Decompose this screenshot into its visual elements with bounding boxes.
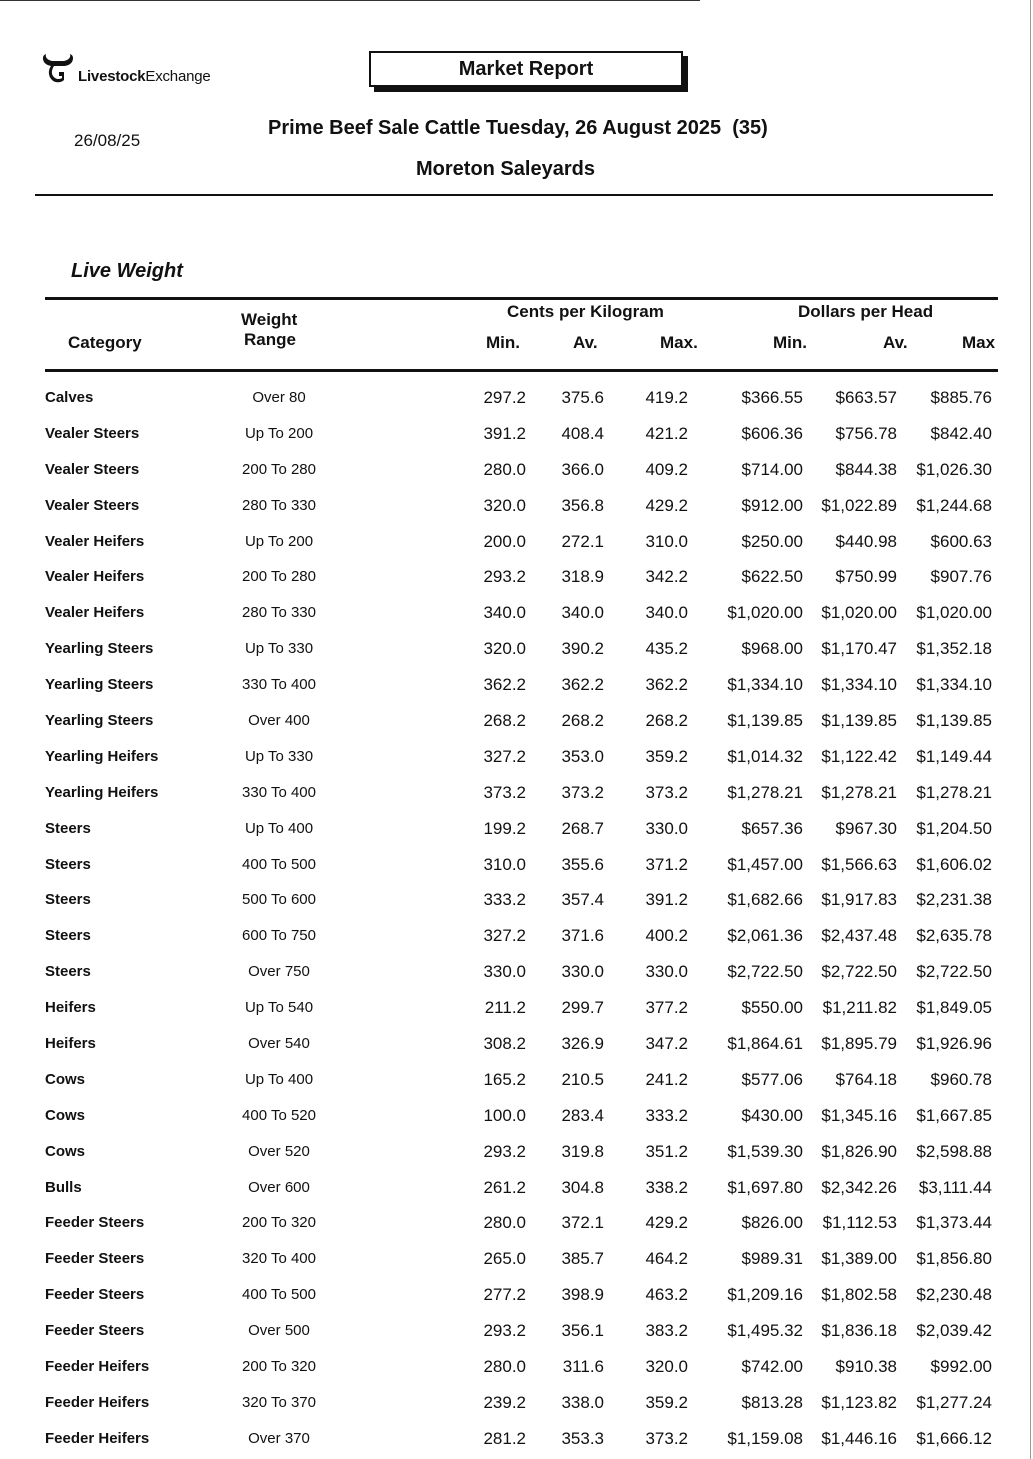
dollars-min-cell: $1,495.32 [727, 1321, 803, 1341]
dollars-max-cell: $1,026.30 [916, 459, 992, 479]
cents-min-cell: 261.2 [483, 1177, 526, 1197]
dollars-min-cell: $366.55 [741, 388, 803, 407]
table-row [0, 918, 1033, 954]
cents-min-cell: 327.2 [483, 926, 526, 946]
dollars-av-cell: $1,139.85 [821, 711, 897, 731]
dollars-av-cell: $844.38 [835, 459, 897, 479]
dollars-min-cell: $813.28 [741, 1392, 803, 1412]
dollars-min-cell: $1,139.85 [727, 711, 803, 731]
weight-range-cell: 330 To 400 [242, 783, 316, 801]
cents-av-cell: 355.6 [561, 854, 604, 874]
weight-range-cell: 200 To 280 [242, 460, 316, 478]
dollars-av-cell: $1,917.83 [821, 890, 897, 910]
cents-min-cell: 327.2 [483, 746, 526, 766]
table-row [0, 524, 1033, 560]
cents-av-cell: 311.6 [562, 1357, 604, 1377]
cents-max-cell: 320.0 [645, 1357, 688, 1377]
cents-av-cell: 357.4 [561, 890, 604, 910]
cents-max-cell: 241.2 [645, 1069, 688, 1089]
category-cell: Feeder Heifers [45, 1429, 150, 1447]
cents-av-cell: 330.0 [561, 962, 604, 982]
dollars-max-cell: $600.63 [930, 531, 992, 551]
dollars-av-cell: $1,895.79 [821, 1034, 897, 1054]
section-heading: Live Weight [71, 260, 183, 282]
cents-av-cell: 304.8 [561, 1177, 604, 1197]
cents-max-cell: 373.2 [645, 782, 688, 802]
cents-min-cell: 373.2 [483, 782, 526, 802]
logo-text [78, 69, 211, 84]
table-row [0, 775, 1033, 811]
cents-max-cell: 429.2 [645, 495, 688, 515]
cents-max-cell: 333.2 [645, 1105, 688, 1125]
weight-range-cell: Over 520 [248, 1142, 310, 1160]
cents-av-cell: 340.0 [561, 603, 604, 623]
weight-range-cell: 200 To 280 [242, 568, 316, 586]
cents-av-cell: 371.6 [561, 926, 604, 946]
category-cell: Yearling Steers [45, 676, 154, 694]
cents-min-cell: 280.0 [483, 1357, 526, 1377]
cents-min-cell: 320.0 [483, 495, 526, 515]
header-divider [35, 194, 993, 196]
col-header-cents-min: Min. [486, 333, 520, 352]
dollars-av-cell: $2,342.26 [821, 1177, 897, 1197]
dollars-av-cell: $1,566.63 [821, 854, 897, 874]
cents-min-cell: 199.2 [483, 818, 526, 838]
table-row [0, 559, 1033, 595]
cents-min-cell: 362.2 [483, 675, 526, 695]
weight-range-cell: Over 600 [248, 1178, 310, 1196]
weight-range-cell: 500 To 600 [242, 891, 316, 909]
table-row [0, 990, 1033, 1026]
weight-range-cell: 600 To 750 [242, 927, 316, 945]
dollars-max-cell: $1,352.18 [916, 639, 992, 659]
dollars-av-cell: $967.30 [835, 818, 897, 838]
dollars-min-cell: $657.36 [741, 818, 803, 838]
category-cell: Steers [45, 819, 91, 837]
dollars-av-cell: $750.99 [835, 567, 897, 587]
cents-av-cell: 375.6 [561, 388, 604, 407]
cents-av-cell: 210.5 [561, 1069, 604, 1089]
weight-range-cell: 280 To 330 [242, 604, 316, 622]
cents-av-cell: 353.3 [561, 1428, 604, 1448]
dollars-min-cell: $1,020.00 [727, 603, 803, 623]
dollars-max-cell: $1,373.44 [916, 1213, 992, 1233]
cents-max-cell: 464.2 [645, 1249, 688, 1269]
cents-av-cell: 318.9 [561, 567, 604, 587]
col-header-cents-max: Max. [660, 333, 698, 352]
cents-min-cell: 340.0 [483, 603, 526, 623]
category-cell: Steers [45, 927, 91, 945]
dollars-min-cell: $1,278.21 [727, 782, 803, 802]
weight-range-cell: Over 500 [248, 1322, 310, 1340]
weight-range-cell: 200 To 320 [242, 1214, 316, 1232]
cents-max-cell: 359.2 [645, 1392, 688, 1412]
category-cell: Steers [45, 891, 91, 909]
cents-min-cell: 293.2 [483, 1321, 526, 1341]
dollars-max-cell: $2,230.48 [916, 1285, 992, 1305]
dollars-max-cell: $907.76 [930, 567, 992, 587]
cents-min-cell: 280.0 [483, 459, 526, 479]
weight-range-cell: 400 To 500 [242, 1286, 316, 1304]
dollars-av-cell: $2,437.48 [821, 926, 897, 946]
col-header-cents-av: Av. [573, 333, 598, 352]
dollars-max-cell: $3,111.44 [918, 1177, 992, 1197]
cents-min-cell: 330.0 [483, 962, 526, 982]
dollars-av-cell: $663.57 [835, 388, 897, 407]
table-row [0, 847, 1033, 883]
cents-min-cell: 308.2 [483, 1034, 526, 1054]
dollars-max-cell: $1,244.68 [916, 495, 992, 515]
category-cell: Calves [45, 389, 94, 406]
category-cell: Vealer Heifers [45, 568, 145, 586]
cents-av-cell: 268.2 [561, 711, 604, 731]
col-header-category: Category [68, 333, 142, 352]
dollars-min-cell: $1,864.61 [727, 1034, 803, 1054]
cents-max-cell: 268.2 [645, 711, 688, 731]
weight-range-cell: Up To 400 [244, 819, 314, 837]
category-cell: Heifers [45, 999, 96, 1017]
dollars-min-cell: $2,061.36 [727, 926, 803, 946]
cents-av-cell: 272.1 [561, 531, 604, 551]
cents-av-cell: 408.4 [561, 423, 604, 443]
weight-range-cell: Up To 200 [244, 424, 314, 442]
col-group-cents-per-kg: Cents per Kilogram [507, 302, 664, 321]
price-table-body [0, 380, 1033, 1457]
col-header-dollars-max: Max [962, 333, 996, 352]
dollars-min-cell: $1,457.00 [727, 854, 803, 874]
dollars-max-cell: $842.40 [930, 423, 992, 443]
table-row [0, 1098, 1033, 1134]
sale-title: Prime Beef Sale Cattle Tuesday, 26 August 2025 (35) [268, 117, 768, 139]
weight-range-cell: Over 370 [248, 1429, 310, 1447]
col-group-dollars-per-head: Dollars per Head [798, 302, 934, 321]
cents-max-cell: 400.2 [645, 926, 688, 946]
weight-range-cell: 400 To 500 [242, 855, 316, 873]
dollars-min-cell: $742.00 [741, 1357, 803, 1377]
table-row [0, 954, 1033, 990]
dollars-min-cell: $1,682.66 [727, 890, 803, 910]
dollars-av-cell: $910.38 [835, 1357, 897, 1377]
dollars-av-cell: $1,020.00 [821, 603, 897, 623]
cents-av-cell: 353.0 [561, 746, 604, 766]
dollars-min-cell: $1,209.16 [727, 1285, 803, 1305]
cents-min-cell: 165.2 [483, 1069, 526, 1089]
dollars-max-cell: $2,231.38 [916, 890, 992, 910]
cents-av-cell: 319.8 [561, 1141, 604, 1161]
table-row [0, 1241, 1033, 1277]
scan-edge-top [0, 0, 700, 1]
weight-range-cell: 320 To 400 [242, 1250, 316, 1268]
dollars-av-cell: $756.78 [835, 423, 897, 443]
table-row [0, 882, 1033, 918]
table-row [0, 1062, 1033, 1098]
logo-brand-bold: Livestock [78, 68, 146, 85]
col-header-range: Range [244, 330, 296, 349]
cents-min-cell: 280.0 [483, 1213, 526, 1233]
dollars-min-cell: $1,014.32 [727, 746, 803, 766]
dollars-min-cell: $430.00 [741, 1105, 803, 1125]
category-cell: Vealer Heifers [45, 532, 145, 550]
dollars-max-cell: $1,277.24 [916, 1392, 992, 1412]
cents-av-cell: 390.2 [561, 639, 604, 659]
cents-min-cell: 281.2 [483, 1428, 526, 1448]
cents-min-cell: 293.2 [483, 567, 526, 587]
dollars-max-cell: $1,926.96 [916, 1034, 992, 1054]
weight-range-cell: Up To 200 [244, 532, 314, 550]
table-row [0, 1170, 1033, 1206]
cents-min-cell: 268.2 [483, 711, 526, 731]
dollars-max-cell: $1,149.44 [916, 746, 992, 766]
cents-av-cell: 356.8 [561, 495, 604, 515]
weight-range-cell: Over 80 [252, 389, 306, 406]
livestock-exchange-logo [40, 52, 211, 86]
table-row [0, 739, 1033, 775]
cents-min-cell: 310.0 [483, 854, 526, 874]
weight-range-cell: Over 400 [248, 712, 310, 730]
table-row [0, 595, 1033, 631]
weight-range-cell: 200 To 320 [242, 1358, 316, 1376]
cents-min-cell: 297.2 [483, 388, 526, 407]
cents-av-cell: 268.7 [561, 818, 604, 838]
cents-max-cell: 429.2 [645, 1213, 688, 1233]
col-header-weight: Weight [241, 310, 298, 329]
cents-max-cell: 435.2 [645, 639, 688, 659]
category-cell: Yearling Steers [45, 640, 154, 658]
weight-range-cell: 330 To 400 [242, 676, 316, 694]
cents-max-cell: 371.2 [645, 854, 688, 874]
cents-max-cell: 347.2 [645, 1034, 688, 1054]
dollars-min-cell: $1,334.10 [727, 675, 803, 695]
dollars-max-cell: $1,020.00 [916, 603, 992, 623]
dollars-av-cell: $1,022.89 [821, 495, 897, 515]
dollars-max-cell: $960.78 [930, 1069, 992, 1089]
dollars-min-cell: $968.00 [741, 639, 803, 659]
dollars-av-cell: $1,122.42 [821, 746, 897, 766]
dollars-max-cell: $1,849.05 [916, 998, 992, 1018]
weight-range-cell: Over 750 [248, 963, 310, 981]
category-cell: Feeder Heifers [45, 1358, 150, 1376]
table-row [0, 1385, 1033, 1421]
category-cell: Vealer Steers [45, 424, 140, 442]
category-cell: Steers [45, 855, 91, 873]
dollars-av-cell: $1,278.21 [821, 782, 897, 802]
cents-max-cell: 419.2 [645, 388, 688, 407]
cents-min-cell: 293.2 [483, 1141, 526, 1161]
cents-min-cell: 239.2 [483, 1392, 526, 1412]
dollars-av-cell: $1,802.58 [821, 1285, 897, 1305]
dollars-max-cell: $2,635.78 [916, 926, 992, 946]
dollars-av-cell: $1,211.82 [822, 998, 897, 1018]
cents-max-cell: 330.0 [645, 818, 688, 838]
table-row [0, 703, 1033, 739]
category-cell: Bulls [45, 1178, 82, 1196]
table-header-divider [45, 369, 998, 372]
cents-min-cell: 100.0 [483, 1105, 526, 1125]
cents-av-cell: 299.7 [561, 998, 604, 1018]
dollars-min-cell: $1,697.80 [727, 1177, 803, 1197]
dollars-max-cell: $1,278.21 [916, 782, 992, 802]
category-cell: Yearling Steers [45, 712, 154, 730]
dollars-max-cell: $2,598.88 [916, 1141, 992, 1161]
cents-min-cell: 200.0 [483, 531, 526, 551]
cents-min-cell: 391.2 [483, 423, 526, 443]
dollars-min-cell: $1,159.08 [727, 1428, 803, 1448]
table-row [0, 667, 1033, 703]
bull-horns-icon [40, 52, 76, 86]
dollars-min-cell: $606.36 [741, 423, 803, 443]
cents-min-cell: 333.2 [483, 890, 526, 910]
cents-av-cell: 326.9 [561, 1034, 604, 1054]
table-row [0, 1349, 1033, 1385]
cents-min-cell: 211.2 [484, 998, 526, 1018]
table-row [0, 1134, 1033, 1170]
category-cell: Yearling Heifers [45, 747, 159, 765]
table-row [0, 811, 1033, 847]
table-row [0, 1277, 1033, 1313]
dollars-av-cell: $1,826.90 [821, 1141, 897, 1161]
dollars-max-cell: $1,606.02 [916, 854, 992, 874]
dollars-av-cell: $1,446.16 [821, 1428, 897, 1448]
cents-av-cell: 373.2 [561, 782, 604, 802]
category-cell: Feeder Heifers [45, 1393, 150, 1411]
cents-av-cell: 398.9 [561, 1285, 604, 1305]
cents-av-cell: 338.0 [561, 1392, 604, 1412]
table-row [0, 1421, 1033, 1457]
table-top-divider [45, 297, 998, 300]
cents-max-cell: 391.2 [645, 890, 688, 910]
category-cell: Heifers [45, 1035, 96, 1053]
cents-max-cell: 373.2 [645, 1428, 688, 1448]
dollars-av-cell: $1,112.53 [822, 1213, 897, 1233]
cents-max-cell: 362.2 [645, 675, 688, 695]
table-row [0, 1026, 1033, 1062]
cents-av-cell: 366.0 [561, 459, 604, 479]
category-cell: Feeder Steers [45, 1214, 145, 1232]
dollars-av-cell: $1,123.82 [821, 1392, 897, 1412]
dollars-min-cell: $912.00 [741, 495, 803, 515]
market-report-label: Market Report [369, 51, 683, 87]
dollars-min-cell: $250.00 [741, 531, 803, 551]
cents-min-cell: 265.0 [483, 1249, 526, 1269]
cents-av-cell: 372.1 [561, 1213, 604, 1233]
table-row [0, 1313, 1033, 1349]
category-cell: Vealer Heifers [45, 604, 145, 622]
dollars-av-cell: $1,334.10 [821, 675, 897, 695]
dollars-av-cell: $440.98 [835, 531, 897, 551]
cents-max-cell: 310.0 [645, 531, 688, 551]
dollars-max-cell: $885.76 [930, 388, 992, 407]
dollars-max-cell: $1,856.80 [916, 1249, 992, 1269]
dollars-min-cell: $550.00 [741, 998, 803, 1018]
category-cell: Cows [45, 1106, 86, 1124]
dollars-av-cell: $764.18 [835, 1069, 897, 1089]
dollars-min-cell: $989.31 [741, 1249, 803, 1269]
cents-max-cell: 377.2 [645, 998, 688, 1018]
weight-range-cell: Up To 400 [244, 1070, 314, 1088]
cents-av-cell: 385.7 [561, 1249, 604, 1269]
cents-max-cell: 330.0 [645, 962, 688, 982]
weight-range-cell: 400 To 520 [242, 1106, 316, 1124]
dollars-min-cell: $1,539.30 [727, 1141, 803, 1161]
category-cell: Vealer Steers [45, 460, 140, 478]
cents-min-cell: 320.0 [483, 639, 526, 659]
dollars-av-cell: $2,722.50 [821, 962, 897, 982]
category-cell: Cows [45, 1070, 86, 1088]
weight-range-cell: Over 540 [248, 1035, 310, 1053]
cents-av-cell: 283.4 [561, 1105, 604, 1125]
dollars-av-cell: $1,170.47 [821, 639, 897, 659]
saleyard-name: Moreton Saleyards [416, 158, 595, 180]
dollars-min-cell: $826.00 [741, 1213, 803, 1233]
table-row [0, 380, 1033, 416]
category-cell: Cows [45, 1142, 86, 1160]
dollars-max-cell: $1,139.85 [916, 711, 992, 731]
cents-max-cell: 383.2 [645, 1321, 688, 1341]
dollars-max-cell: $2,722.50 [916, 962, 992, 982]
cents-max-cell: 409.2 [645, 459, 688, 479]
table-row [0, 631, 1033, 667]
dollars-min-cell: $714.00 [741, 459, 803, 479]
cents-min-cell: 277.2 [483, 1285, 526, 1305]
dollars-max-cell: $1,666.12 [916, 1428, 992, 1448]
cents-max-cell: 421.2 [645, 423, 688, 443]
col-header-dollars-min: Min. [773, 333, 807, 352]
cents-max-cell: 359.2 [645, 746, 688, 766]
cents-max-cell: 338.2 [645, 1177, 688, 1197]
category-cell: Steers [45, 963, 91, 981]
dollars-max-cell: $1,667.85 [916, 1105, 992, 1125]
dollars-max-cell: $1,204.50 [916, 818, 992, 838]
category-cell: Feeder Steers [45, 1322, 145, 1340]
dollars-av-cell: $1,389.00 [821, 1249, 897, 1269]
weight-range-cell: Up To 330 [244, 747, 314, 765]
dollars-max-cell: $1,334.10 [916, 675, 992, 695]
label-shadow-bottom [374, 87, 688, 92]
dollars-min-cell: $2,722.50 [727, 962, 803, 982]
dollars-av-cell: $1,836.18 [821, 1321, 897, 1341]
cents-max-cell: 340.0 [645, 603, 688, 623]
cents-max-cell: 351.2 [645, 1141, 688, 1161]
weight-range-cell: 280 To 330 [242, 496, 316, 514]
dollars-min-cell: $622.50 [741, 567, 803, 587]
dollars-max-cell: $992.00 [930, 1357, 992, 1377]
table-row [0, 1205, 1033, 1241]
weight-range-cell: Up To 330 [244, 640, 314, 658]
category-cell: Yearling Heifers [45, 783, 159, 801]
dollars-min-cell: $577.06 [741, 1069, 803, 1089]
table-row [0, 416, 1033, 452]
category-cell: Feeder Steers [45, 1250, 145, 1268]
logo-brand-regular: Exchange [145, 68, 211, 85]
table-row [0, 488, 1033, 524]
col-header-dollars-av: Av. [883, 333, 908, 352]
cents-max-cell: 342.2 [645, 567, 688, 587]
weight-range-cell: Up To 540 [244, 999, 314, 1017]
weight-range-cell: 320 To 370 [242, 1393, 316, 1411]
table-row [0, 452, 1033, 488]
dollars-av-cell: $1,345.16 [821, 1105, 897, 1125]
report-date: 26/08/25 [74, 131, 141, 150]
cents-max-cell: 463.2 [645, 1285, 688, 1305]
cents-av-cell: 356.1 [561, 1321, 604, 1341]
category-cell: Vealer Steers [45, 496, 140, 514]
category-cell: Feeder Steers [45, 1286, 145, 1304]
dollars-max-cell: $2,039.42 [916, 1321, 992, 1341]
cents-av-cell: 362.2 [561, 675, 604, 695]
